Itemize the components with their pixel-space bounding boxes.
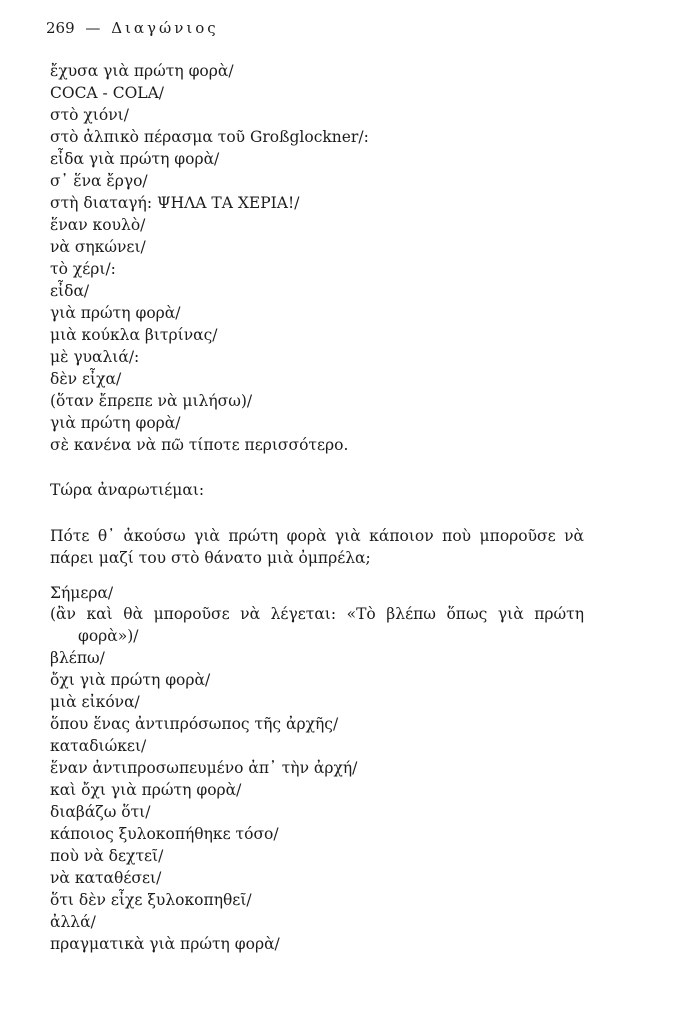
- poem-line: ἕναν ἀντιπροσωπευμένο ἀπ᾽ τὴν ἀρχή/: [50, 759, 358, 777]
- poem-line: σ᾽ ἕνα ἔργο/: [50, 172, 148, 190]
- poem-line: ἔχυσα γιὰ πρώτη φορὰ/: [50, 62, 234, 80]
- poem-line: σὲ κανένα νὰ πῶ τίποτε περισσότερο.: [50, 436, 349, 454]
- poem-line: ἀλλά/: [50, 913, 96, 931]
- poem-line: εἶδα/: [50, 282, 90, 300]
- question-paragraph: [50, 525, 584, 569]
- running-header: [46, 18, 219, 38]
- poem-line: ἕναν κουλὸ/: [50, 216, 146, 234]
- poem-line: καὶ ὄχι γιὰ πρώτη φορὰ/: [50, 781, 242, 799]
- poem-line: στὴ διαταγή: ΨΗΛΑ ΤΑ ΧΕΡΙΑ!/: [50, 194, 300, 212]
- header-title: Διαγώνιος: [111, 19, 219, 37]
- question-line: πάρει μαζί του στὸ θάνατο μιὰ ὀμπρέλα;: [50, 549, 371, 567]
- poem-line: ὅπου ἕνας ἀντιπρόσωπος τῆς ἀρχῆς/: [50, 715, 339, 733]
- poem-line: δὲν εἶχα/: [50, 370, 122, 388]
- poem-line: ὅτι δὲν εἶχε ξυλοκοπηθεῖ/: [50, 891, 252, 909]
- poem-line: γιὰ πρώτη φορὰ/: [50, 414, 181, 432]
- poem-line: πραγματικὰ γιὰ πρώτη φορὰ/: [50, 935, 280, 953]
- poem-line: εἶδα γιὰ πρώτη φορὰ/: [50, 150, 220, 168]
- poem-line: βλέπω/: [50, 649, 105, 667]
- poem-line: τὸ χέρι/:: [50, 260, 116, 278]
- poem-line: ὄχι γιὰ πρώτη φορὰ/: [50, 671, 211, 689]
- poem-line: (ὅταν ἔπρεπε νὰ μιλήσω)/: [50, 392, 253, 410]
- poem-line: Σήμερα/: [50, 584, 114, 602]
- poem-line: στὸ ἀλπικὸ πέρασμα τοῦ Großglockner/:: [50, 128, 369, 146]
- poem-line: νὰ καταθέσει/: [50, 869, 162, 887]
- poem-line: COCA - COLA/: [50, 84, 164, 102]
- question-line: Πότε θ᾽ ἀκούσω γιὰ πρώτη φορὰ γιὰ κάποιον ποὺ μποροῦσε νὰ: [50, 527, 584, 545]
- poem-line: καταδιώκει/: [50, 737, 147, 755]
- poem-line: διαβάζω ὅτι/: [50, 803, 151, 821]
- parenthetical-paragraph: [50, 603, 584, 625]
- page-number: 269: [46, 19, 75, 37]
- poem-line: ποὺ νὰ δεχτεῖ/: [50, 847, 164, 865]
- poem-line: νὰ σηκώνει/: [50, 238, 146, 256]
- poem-line: μιὰ κούκλα βιτρίνας/: [50, 326, 218, 344]
- question-intro: Τώρα ἀναρωτιέμαι:: [50, 481, 205, 499]
- poem-line: γιὰ πρώτη φορὰ/: [50, 304, 181, 322]
- poem-line: μὲ γυαλιά/:: [50, 348, 140, 366]
- poem-line: στὸ χιόνι/: [50, 106, 129, 124]
- parenthetical-line: (ἂν καὶ θὰ μποροῦσε νὰ λέγεται: «Τὸ βλέπω ὅπως γιὰ πρώτη: [50, 605, 584, 623]
- poem-line: μιὰ εἰκόνα/: [50, 693, 140, 711]
- poem-line: κάποιος ξυλοκοπήθηκε τόσο/: [50, 825, 279, 843]
- header-dash: —: [85, 19, 101, 37]
- parenthetical-line: φορὰ»)/: [78, 627, 139, 645]
